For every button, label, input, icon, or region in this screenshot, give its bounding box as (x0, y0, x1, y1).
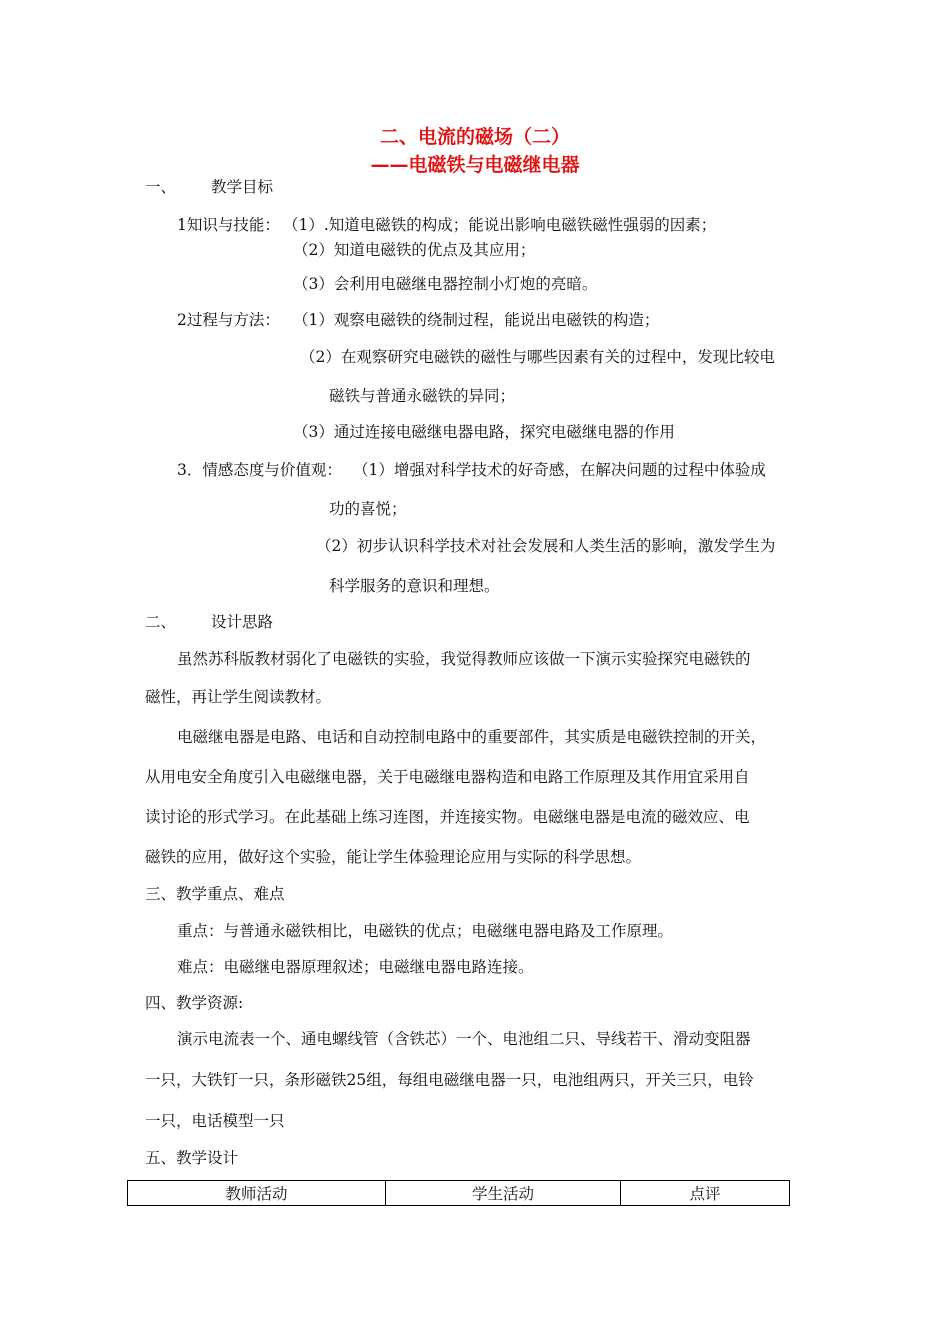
resources-line-2: 一只，大铁钉一只，条形磁铁25组，每组电磁继电器一只，电池组两只，开关三只，电铃 (145, 1071, 754, 1089)
key-point-text: 重点：与普通永磁铁相比，电磁铁的优点；电磁继电器电路及工作原理。 (177, 922, 674, 940)
section-1-heading: 教学目标 (211, 178, 274, 196)
teaching-design-table (127, 1180, 790, 1206)
design-para-2-line-2: 从用电安全角度引入电磁继电器，关于电磁继电器构造和电路工作原理及其作用宜采用自 (145, 768, 750, 786)
resources-line-3: 一只，电话模型一只 (145, 1112, 285, 1130)
design-para-2-line-4: 磁铁的应用，做好这个实验，能让学生体验理论应用与实际的科学思想。 (145, 848, 642, 866)
section-4-heading: 四、教学资源: (145, 994, 244, 1012)
section-3-heading: 三、教学重点、难点 (145, 885, 285, 903)
goal-2-line-4: （3）通过连接电磁继电器电路，探究电磁继电器的作用 (293, 423, 675, 441)
doc-title: 二、电流的磁场（二） (379, 126, 570, 148)
goal-2-line-1: （1）观察电磁铁的绕制过程，能说出电磁铁的构造； (293, 311, 660, 329)
section-2-number: 二、 (145, 613, 177, 631)
goal-2-line-3: 磁铁与普通永磁铁的异同； (329, 387, 516, 405)
goal-3-line-1: （1）增强对科学技术的好奇感，在解决问题的过程中体验成 (353, 461, 766, 479)
table-header-row (128, 1181, 790, 1206)
goal-2-label: 2过程与方法： (177, 311, 280, 329)
design-para-1-line-1: 虽然苏科版教材弱化了电磁铁的实验，我觉得教师应该做一下演示实验探究电磁铁的 (177, 650, 751, 668)
design-para-2-line-1: 电磁继电器是电路、电话和自动控制电路中的重要部件，其实质是电磁铁控制的开关， (177, 728, 767, 746)
design-para-1-line-2: 磁性，再让学生阅读教材。 (145, 688, 332, 706)
goal-2-line-2: （2）在观察研究电磁铁的磁性与哪些因素有关的过程中，发现比较电 (300, 348, 775, 366)
goal-1-line-3: （3）会利用电磁继电器控制小灯炮的亮暗。 (293, 275, 598, 293)
section-2-heading: 设计思路 (211, 613, 274, 631)
header-comment: 点评 (621, 1181, 790, 1206)
goal-3-line-4: 科学服务的意识和理想。 (329, 577, 500, 595)
goal-1-line-1: （1）.知道电磁铁的构成；能说出影响电磁铁磁性强弱的因素； (283, 216, 717, 234)
design-para-2-line-3: 读讨论的形式学习。在此基础上练习连图，并连接实物。电磁继电器是电流的磁效应、电 (145, 808, 750, 826)
goal-3-line-2: 功的喜悦； (329, 500, 407, 518)
goal-1-label: 1知识与技能： (177, 216, 280, 234)
goal-3-label: 3．情感态度与价值观： (177, 461, 342, 479)
section-1-number: 一、 (145, 178, 177, 196)
header-teacher-activity: 教师活动 (128, 1181, 386, 1206)
header-student-activity: 学生活动 (386, 1181, 621, 1206)
goal-1-line-2: （2）知道电磁铁的优点及其应用； (293, 241, 536, 259)
section-5-heading: 五、教学设计 (145, 1149, 239, 1167)
doc-subtitle: ——电磁铁与电磁继电器 (370, 154, 580, 176)
difficulty-text: 难点：电磁继电器原理叙述；电磁继电器电路连接。 (177, 958, 534, 976)
resources-line-1: 演示电流表一个、通电螺线管（含铁芯）一个、电池组二只、导线若干、滑动变阻器 (177, 1030, 751, 1048)
goal-3-line-3: （2）初步认识科学技术对社会发展和人类生活的影响，激发学生为 (316, 537, 776, 555)
